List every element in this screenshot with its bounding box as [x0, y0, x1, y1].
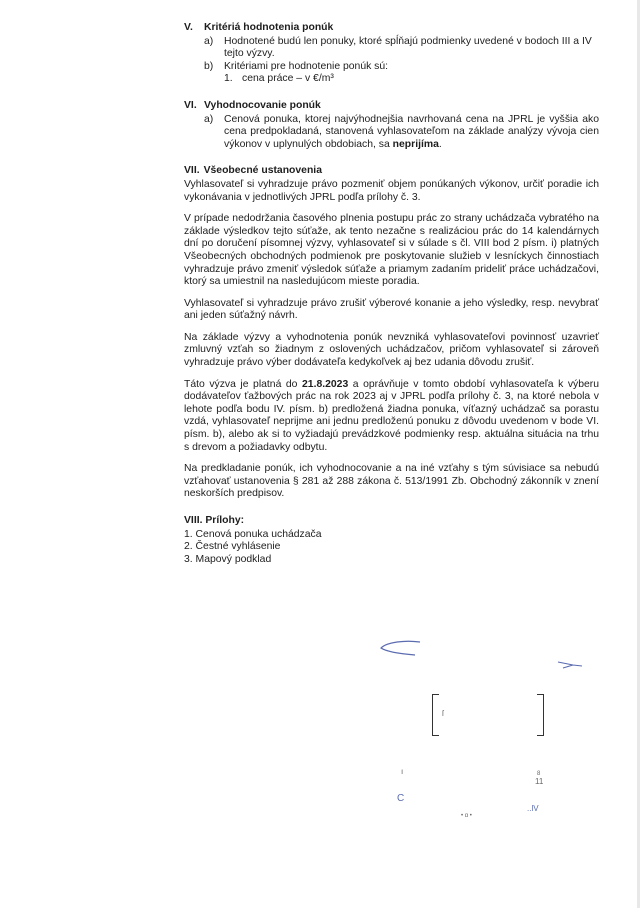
section-vii-title: Všeobecné ustanovenia [203, 165, 322, 177]
stamp-mark: ſ [442, 709, 444, 718]
section-viii-title: Prílohy: [205, 515, 245, 526]
annex-item: 2. Čestné vyhlásenie [184, 541, 281, 553]
item-text-main: Cenová ponuka, ktorej najvýhodnejšia navrhovaná cena na JPRL je vyššia ako cena predpokladaná, stanovená vyhlasovateľom na základe analýzy vývoja cien výkonov v uplynulých obdobiach, sa [224, 113, 599, 150]
signature-mark-left [375, 636, 425, 660]
paragraph: V prípade nedodržania časového plnenia postupu prác zo strany uchádzača vybratého na základe výsledkov tejto súťaže, ak tento nezačne s realizáciou prác do 14 kalendárnych dní po doručení písomnej výzvy, vyhlasovateľ si v súlade s čl. VIII bod 2 písm. i) platných Všeobecných obchodných podmienok pre poskytovanie služieb v lesníckych činnostiach vyhradzuje právo zmeniť výsledok súťaže a priamym zadaním prideliť práce uchádzačovi, ktorý sa umiestnil na nasledujúcom mieste poradia. [184, 213, 599, 288]
section-vi-title: Vyhodnocovanie ponúk [204, 99, 321, 111]
section-vii-number: VII. [184, 165, 200, 177]
stamp-area [432, 694, 544, 734]
validity-date: 21.8.2023 [302, 378, 349, 390]
subitem-text: cena práce – v €/m³ [242, 73, 334, 85]
faint-mark: C [397, 793, 405, 804]
section-v [184, 22, 599, 86]
faint-mark: ı [401, 767, 404, 776]
section-viii-number: VIII. [184, 515, 203, 526]
paragraph: Vyhlasovateľ si vyhradzuje právo pozmeniť objem ponúkaných výkonov, určiť poradie ich vykonávania v jednotlivých JPRL podľa prílohy č. 3. [184, 178, 599, 203]
signature-mark-right [555, 656, 585, 674]
item-label: a) [204, 113, 214, 125]
item-text-bold: neprijíma [392, 138, 439, 150]
section-vi-item-a [184, 114, 599, 152]
document-body [184, 22, 599, 566]
paragraph: Na predkladanie ponúk, ich vyhodnocovanie a na iné vzťahy s tým súvisiace sa nebudú vzťahovať ustanovenia § 281 až 288 zákona č. 513/1991 Zb. Obchodný zákonník v znení neskorších predpisov. [184, 463, 599, 500]
faint-mark: • ɑ • [461, 813, 472, 819]
faint-mark: ..lV [527, 804, 539, 813]
paragraph-validity [184, 379, 599, 455]
item-text-end: . [438, 138, 442, 150]
annex-item: 1. Cenová ponuka uchádzača [184, 528, 322, 540]
stamp-bracket-right [537, 694, 544, 736]
stamp-bracket-left [432, 694, 439, 736]
section-v-title: Kritériá hodnotenia ponúk [204, 22, 334, 33]
section-vi-number: VI. [184, 99, 197, 111]
annex-item: 3. Mapový podklad [184, 553, 272, 565]
item-label: b) [204, 60, 214, 72]
section-v-subitem-1 [184, 73, 599, 86]
faint-mark: 11 [535, 777, 544, 786]
paragraph: Na základe výzvy a vyhodnotenia ponúk nevzniká vyhlasovateľovi povinnosť uzavrieť zmluvný vzťah so žiadnym z oslovených uchádzačov, pričom vyhlasovateľ si zároveň vyhradzuje právo výber dodávateľa kedykoľvek aj bez udania dôvodu zrušiť. [184, 331, 599, 369]
section-viii-heading [184, 515, 599, 528]
section-v-item-b [184, 61, 599, 74]
section-vi [184, 100, 599, 151]
faint-mark: 8 [537, 771, 541, 777]
paragraph: Vyhlasovateľ si vyhradzuje právo zrušiť výberové konanie a jeho výsledky, resp. nevybrať ani jeden súťažný návrh. [184, 297, 599, 322]
paragraph-text: a oprávňuje v tomto období vyhlasovateľa k výberu dodávateľov ťažbových prác na rok 2023 aj v JPRL podľa prílohy č. 3, na ktoré nebola v lehote podľa bodu IV. písm. b) predložená žiadna ponuka, víťazný uchádzač sa porastu vzdá, vyhlasovateľ neprijme ani jednu predloženú ponuku z dôvodu uvedenom v bode VI. písm. b), alebo ak si to vyžiadajú prevádzkové podmienky resp. aktuálna situácia na trhu s drevom a požiadavky odbytu. [184, 378, 600, 453]
section-vii [184, 165, 599, 501]
section-vi-heading [184, 100, 599, 113]
subitem-label: 1. [224, 73, 233, 85]
item-label: a) [204, 35, 214, 47]
section-v-number: V. [184, 22, 193, 33]
section-vii-heading [184, 165, 599, 178]
item-text: Kritériami pre hodnotenie ponúk sú: [224, 60, 389, 72]
section-v-heading [184, 22, 599, 35]
item-text [224, 114, 599, 152]
item-text: Hodnotené budú len ponuky, ktoré spĺňajú podmienky uvedené v bodoch III a IV tejto výzvy. [224, 35, 592, 60]
paragraph-text: Táto výzva je platná do [184, 378, 298, 390]
section-v-item-a [184, 36, 599, 61]
